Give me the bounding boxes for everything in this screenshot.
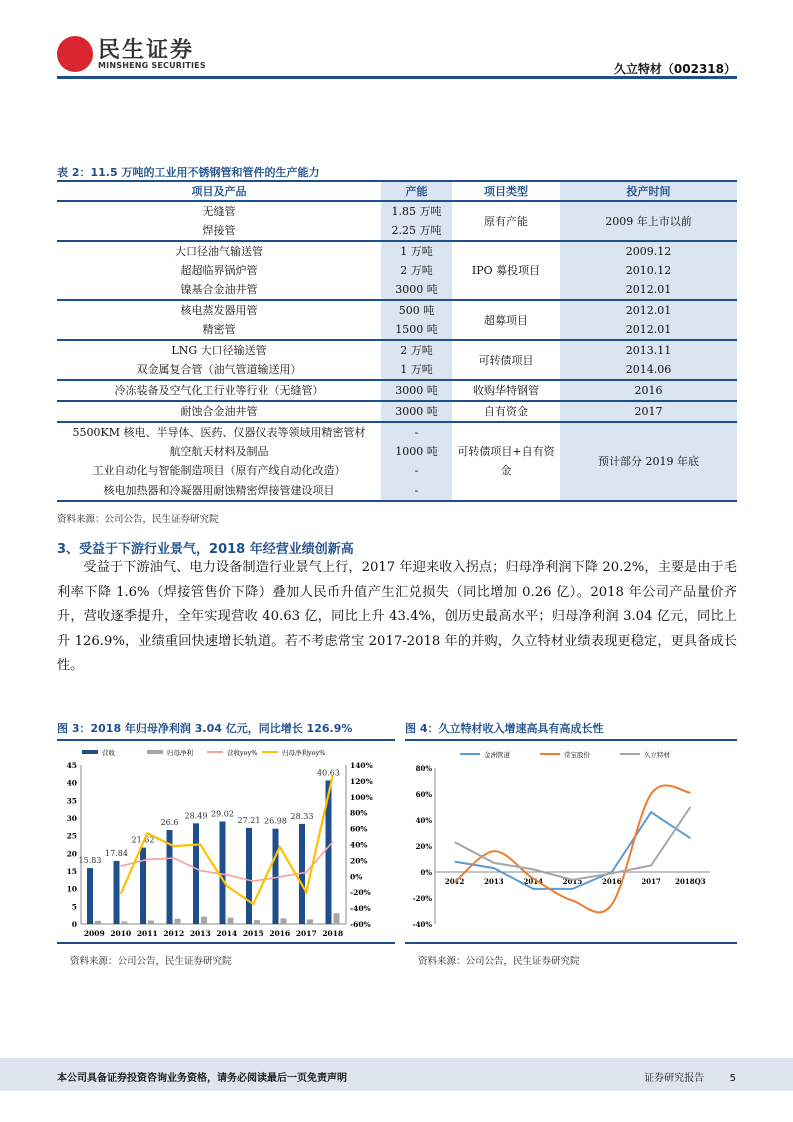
table-cell: 工业自动化与智能制造项目（原有产线自动化改造） (92, 464, 346, 478)
table-cell: - (381, 422, 452, 442)
y-tick-label: 0 (71, 920, 77, 929)
table-cell: 原有产能 (452, 201, 560, 241)
table-cell: 2009.12 (560, 241, 737, 261)
growth-comparison-chart (405, 741, 737, 941)
company-ticker: 久立特材（002318） (613, 62, 736, 76)
table-cell: 2012.01 (560, 280, 737, 300)
y-tick-label: 20 (66, 849, 77, 859)
net-profit-bar (334, 913, 340, 924)
logo-text-en: MINSHENG SECURITIES (98, 61, 206, 70)
table-cell: 3000 吨 (381, 380, 452, 401)
footer-label: 证券研究报告 (644, 1073, 705, 1084)
table-cell: 收购华特钢管 (452, 380, 560, 401)
table-cell: LNG 大口径输送管 (171, 344, 267, 358)
net-profit-bar (281, 918, 287, 924)
table-cell: 双金属复合管（油气管道输送用） (57, 360, 381, 380)
table-cell: 自有资金 (452, 401, 560, 422)
revenue-data-label: 26.98 (264, 816, 287, 826)
revenue-bar (114, 861, 120, 924)
y2-tick-label: -20% (350, 888, 371, 898)
table-cell: 耐蚀合金油井管 (57, 401, 381, 422)
table-row (57, 241, 737, 261)
y2-tick-label: 40% (350, 840, 368, 850)
table-cell: 2013.11 (560, 340, 737, 360)
x-tick-label: 2013 (484, 877, 504, 886)
table-cell: 2017 (560, 401, 737, 422)
y-tick-label: 80% (415, 764, 432, 773)
x-tick-label: 2011 (136, 929, 158, 938)
table-cell: 航空航天材料及制品 (169, 445, 269, 459)
net-profit-bar (175, 919, 181, 924)
table-cell: 2016 (560, 380, 737, 401)
y2-tick-label: 140% (350, 761, 373, 770)
revenue-bar (246, 828, 252, 924)
section-paragraph: 受益于下游油气、电力设备制造行业景气上行，2017 年迎来收入拐点；归母净利润下降 20.2%，主要是由于毛利率下降 1.6%（焊接管售价下降）叠加人民币升值产生汇兑损失（同比增加 0.26 亿）。2018 年公司产品量价齐升，营收逐季提升，全年实现营收 40.63 亿，同比上升 43.4%，创历史最高水平；归母净利润 3.04 亿元，同比上升 126.9%，业绩重回快速增长轨道。若不考虑常宝 2017-2018 年的并购，久立特材业绩表现更稳定，更具备成长性。 (57, 560, 737, 674)
revenue-data-label: 40.63 (317, 768, 340, 778)
figure-3-source: 资料来源：公司公告，民生证券研究院 (70, 956, 232, 967)
figure-3 (57, 720, 395, 944)
x-tick-label: 2009 (83, 929, 105, 938)
revenue-data-label: 26.6 (160, 818, 179, 828)
y-tick-label: 60% (415, 790, 432, 799)
x-tick-label: 2016 (269, 929, 291, 938)
legend-label: 营收yoy% (227, 749, 258, 757)
footer-page (644, 1069, 736, 1084)
table-cell: 1 万吨 (381, 360, 452, 380)
table-cell: 超募项目 (452, 300, 560, 340)
y-tick-label: 5 (71, 902, 77, 912)
table-cell: 5500KM 核电、半导体、医药、仪器仪表等领域用精密管材 (72, 426, 366, 440)
net-profit-bar (122, 922, 128, 924)
x-tick-label: 2010 (110, 929, 132, 938)
figure-4-title: 图 4：久立特材收入增速高具有高成长性 (405, 720, 737, 741)
net-profit-bar (95, 921, 101, 924)
x-tick-label: 2014 (523, 877, 543, 886)
y-tick-label: 30 (66, 814, 77, 823)
x-tick-label: 2014 (216, 929, 238, 938)
net-profit-bar (228, 918, 234, 924)
revenue-bar (87, 868, 93, 924)
table-header (57, 181, 737, 201)
y-tick-label: 15 (66, 867, 77, 876)
y-tick-label: 0% (420, 868, 432, 877)
x-tick-label: 2015 (242, 929, 264, 938)
y-tick-label: 35 (66, 796, 77, 806)
figure-4-source: 资料来源：公司公告，民生证券研究院 (418, 956, 580, 967)
y-tick-label: -40% (412, 920, 432, 929)
table-cell: 500 吨 (381, 300, 452, 320)
x-tick-label: 2012 (444, 877, 465, 886)
table-row (57, 340, 737, 360)
table-cell: 2010.12 (560, 261, 737, 280)
table-cell: 预计部分 2019 年底 (560, 422, 737, 500)
revenue-bar (273, 829, 279, 924)
figure-3-title: 图 3：2018 年归母净利润 3.04 亿元，同比增长 126.9% (57, 720, 395, 741)
revenue-bar (193, 823, 199, 924)
revenue-bar (140, 848, 146, 924)
y2-tick-label: 120% (350, 776, 373, 786)
column-header: 产能 (381, 181, 452, 201)
y2-tick-label: 80% (350, 808, 368, 818)
column-header: 项目类型 (452, 181, 560, 201)
revenue-profit-chart (57, 741, 395, 941)
table-cell: 3000 吨 (381, 401, 452, 422)
table-cell: 2009 年上市以前 (560, 201, 737, 241)
column-header: 项目及产品 (57, 181, 381, 201)
table-source: 资料来源：公司公告，民生证券研究院 (57, 514, 219, 525)
x-tick-label: 2013 (189, 929, 211, 938)
table-cell: 1.85 万吨 (381, 201, 452, 221)
table-cell: 核电加热器和冷凝器用耐蚀精密焊接管建设项目 (57, 481, 381, 501)
table-cell: 无缝管 (202, 205, 236, 218)
y-tick-label: 20% (415, 842, 432, 851)
table-cell: 1 万吨 (381, 241, 452, 261)
y-tick-label: -20% (412, 894, 432, 903)
table-row (57, 300, 737, 320)
table-cell: 核电蒸发器用管 (180, 304, 258, 318)
table-title: 表 2：11.5 万吨的工业用不锈钢管和管件的生产能力 (57, 166, 320, 179)
legend-label: 归母净利yoy% (282, 749, 326, 757)
table-cell: 2 万吨 (381, 340, 452, 360)
series-line (455, 785, 691, 912)
x-tick-label: 2018Q3 (675, 877, 706, 886)
footer-disclaimer: 本公司具备证券投资咨询业务资格，请务必阅读最后一页免责声明 (57, 1073, 347, 1084)
net-profit-bar (148, 920, 154, 924)
table-cell: 冷冻装备及空气化工行业等行业（无缝管） (57, 380, 381, 401)
revenue-data-label: 29.02 (211, 809, 234, 819)
y-tick-label: 40 (66, 778, 77, 788)
table-cell: 2.25 万吨 (381, 221, 452, 241)
legend-swatch (82, 750, 98, 754)
table-cell: 2014.06 (560, 360, 737, 380)
page-number: 5 (729, 1073, 736, 1084)
table-cell: 可转债项目+自有资金 (452, 422, 560, 500)
table-cell: 1000 吨 (381, 442, 452, 461)
net-profit-bar (307, 919, 313, 924)
legend-label: 营收 (102, 749, 115, 757)
logo-text: 民生证券 (98, 38, 195, 63)
table-cell: 超超临界锅炉管 (180, 264, 258, 278)
table-cell: 镍基合金油井管 (57, 280, 381, 300)
table-cell: 2 万吨 (381, 261, 452, 280)
section-heading: 3、受益于下游行业景气，2018 年经营业绩创新高 (57, 542, 354, 557)
legend-label: 归母净利 (167, 749, 193, 757)
legend-label: 久立特材 (644, 751, 670, 759)
x-tick-label: 2017 (295, 929, 317, 938)
net-profit-bar (254, 920, 260, 924)
table-cell: - (381, 461, 452, 480)
table-cell: 焊接管 (57, 221, 381, 241)
y2-tick-label: 100% (350, 792, 373, 802)
table-cell: - (381, 481, 452, 501)
table-cell: 大口径油气输送管 (175, 245, 263, 258)
footer (0, 1058, 793, 1091)
y2-tick-label: -60% (350, 920, 371, 929)
x-tick-label: 2012 (163, 929, 185, 938)
legend-label: 金洲管道 (484, 751, 510, 759)
figure-4 (405, 720, 737, 944)
y-tick-label: 40% (415, 816, 432, 825)
table-cell: 可转债项目 (452, 340, 560, 380)
table-cell: 3000 吨 (381, 280, 452, 300)
y2-tick-label: 60% (350, 824, 368, 834)
y-tick-label: 10 (66, 884, 77, 894)
y2-tick-label: 0% (350, 872, 363, 882)
revenue-bar (220, 821, 226, 924)
table-row (57, 360, 737, 380)
y-tick-label: 45 (66, 761, 77, 770)
revenue-data-label: 21.62 (131, 835, 155, 845)
table-row (57, 280, 737, 300)
table-cell: 2012.01 (560, 320, 737, 340)
table-row (57, 261, 737, 280)
logo-mark-icon (57, 36, 93, 72)
header-divider (57, 76, 737, 79)
table-row (57, 401, 737, 422)
table-row (57, 422, 737, 442)
y2-tick-label: 20% (350, 856, 368, 866)
table-row (57, 320, 737, 340)
table-row (57, 380, 737, 401)
capacity-table (57, 180, 737, 502)
revenue-data-label: 28.49 (184, 811, 208, 821)
y2-tick-label: -40% (350, 904, 371, 914)
table-row (57, 201, 737, 221)
x-tick-label: 2017 (641, 877, 661, 886)
x-tick-label: 2018 (322, 929, 344, 938)
table-cell: 1500 吨 (381, 320, 452, 340)
revenue-data-label: 27.21 (237, 815, 261, 825)
series-line (455, 807, 691, 880)
table-cell: 2012.01 (560, 300, 737, 320)
x-tick-label: 2015 (562, 877, 583, 886)
table-cell: 精密管 (57, 320, 381, 340)
legend-label: 常宝股份 (564, 751, 590, 759)
minsheng-logo (57, 33, 207, 75)
legend-swatch (147, 750, 163, 754)
column-header: 投产时间 (560, 181, 737, 201)
y-tick-label: 25 (66, 831, 77, 841)
x-tick-label: 2016 (602, 877, 622, 886)
revenue-data-label: 28.33 (290, 811, 314, 821)
table-cell: IPO 募投项目 (452, 241, 560, 300)
revenue-data-label: 17.84 (105, 848, 128, 858)
net-profit-bar (201, 917, 207, 924)
revenue-data-label: 15.83 (78, 856, 102, 866)
